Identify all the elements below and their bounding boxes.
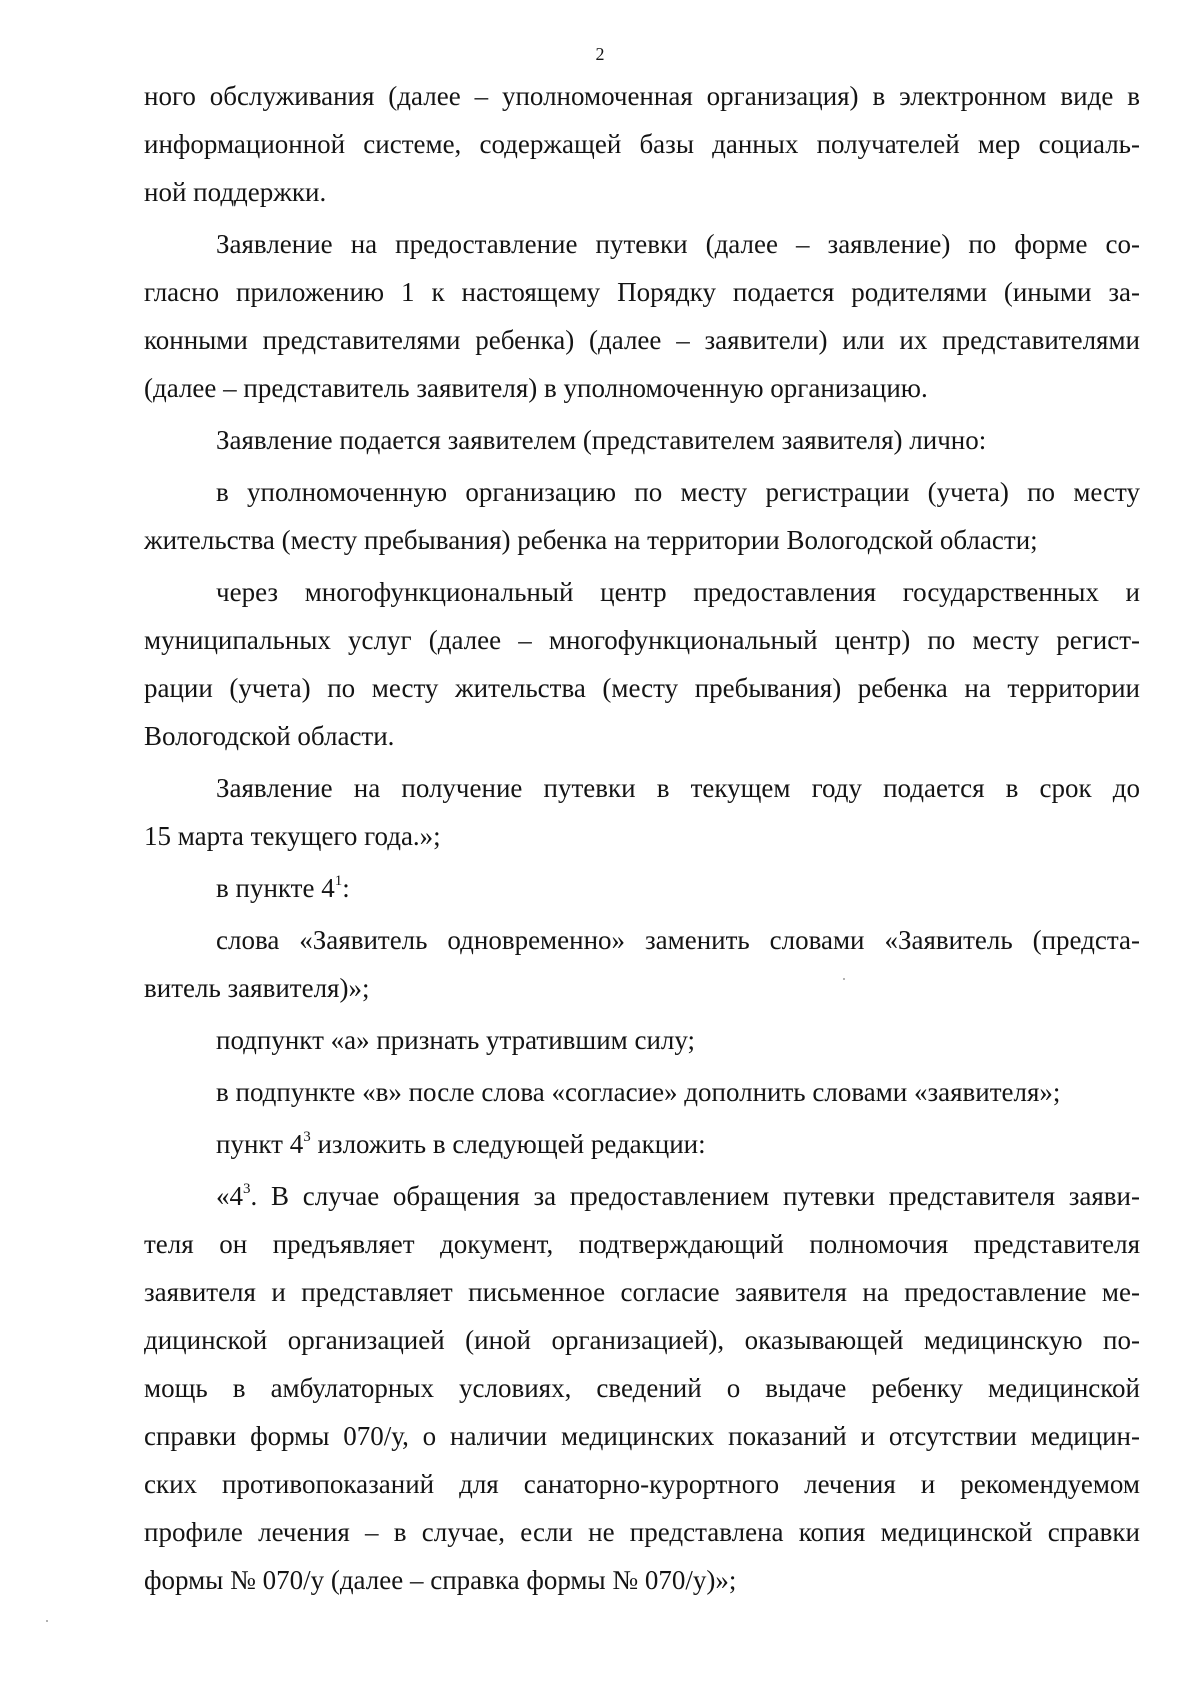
text-line: жительства (месту пребывания) ребенка на территории Вологодской области; [144, 525, 1038, 555]
paragraph-start [144, 1120, 1140, 1168]
text-line: формы № 070/у (далее – справка формы № 070/у)»; [144, 1565, 737, 1595]
text-fragment: «4 [216, 1181, 243, 1211]
text-line: информационной системе, содержащей базы данных получателей мер социаль- [144, 129, 1140, 159]
paragraph-start: Заявление подается заявителем (представителем заявителя) лично: [216, 425, 987, 455]
text-fragment: в пункте 4 [216, 873, 335, 903]
paragraph-start: Заявление на получение путевки в текущем году подается в срок до [216, 773, 1140, 803]
document-body [144, 72, 1140, 1604]
superscript: 3 [243, 1181, 251, 1197]
paragraph-start: в подпункте «в» после слова «согласие» дополнить словами «заявителя»; [216, 1077, 1061, 1107]
text-line: профиле лечения – в случае, если не представлена копия медицинской справки [144, 1517, 1140, 1547]
paragraph-start: Заявление на предоставление путевки (далее – заявление) по форме со- [216, 229, 1140, 259]
text-line: рации (учета) по месту жительства (месту пребывания) ребенка на территории [144, 673, 1140, 703]
text-line: муниципальных услуг (далее – многофункциональный центр) по месту регист- [144, 625, 1140, 655]
text-line: витель заявителя)»; [144, 973, 370, 1003]
text-line: дицинской организацией (иной организацией), оказывающей медицинскую по- [144, 1325, 1140, 1355]
text-line: Вологодской области. [144, 721, 395, 751]
text-line: конными представителями ребенка) (далее – заявители) или их представителями [144, 325, 1140, 355]
text-fragment: пункт 4 [216, 1129, 304, 1159]
paragraph-start: в уполномоченную организацию по месту регистрации (учета) по месту [216, 477, 1140, 507]
paragraph-start [144, 1172, 1140, 1220]
text-line: ной поддержки. [144, 177, 327, 207]
text-fragment: . В случае обращения за предоставлением путевки представителя заяви- [250, 1181, 1140, 1211]
paragraph-start [144, 864, 1140, 912]
paragraph-start: подпункт «а» признать утратившим силу; [216, 1025, 696, 1055]
text-line: теля он предъявляет документ, подтверждающий полномочия представителя [144, 1229, 1140, 1259]
text-line: ских противопоказаний для санаторно-курортного лечения и рекомендуемом [144, 1469, 1140, 1499]
text-line: гласно приложению 1 к настоящему Порядку подается родителями (иными за- [144, 277, 1140, 307]
text-line: справки формы 070/у, о наличии медицинских показаний и отсутствии медицин- [144, 1421, 1140, 1451]
paragraph-start: слова «Заявитель одновременно» заменить словами «Заявитель (предста- [216, 925, 1140, 955]
text-line: (далее – представитель заявителя) в уполномоченную организацию. [144, 373, 928, 403]
text-line: мощь в амбулаторных условиях, сведений о выдаче ребенку медицинской [144, 1373, 1140, 1403]
superscript: 1 [334, 873, 343, 889]
text-fragment: : [342, 873, 350, 903]
text-line: заявителя и представляет письменное согласие заявителя на предоставление ме- [144, 1277, 1140, 1307]
scan-speck [46, 1620, 48, 1622]
page-number: 2 [595, 44, 605, 64]
text-line: ного обслуживания (далее – уполномоченная организация) в электронном виде в [144, 81, 1140, 111]
paragraph-start: через многофункциональный центр предоставления государственных и [216, 577, 1140, 607]
scan-speck [843, 978, 845, 980]
text-fragment: изложить в следующей редакции: [310, 1129, 706, 1159]
superscript: 3 [303, 1129, 311, 1145]
text-line: 15 марта текущего года.»; [144, 821, 441, 851]
